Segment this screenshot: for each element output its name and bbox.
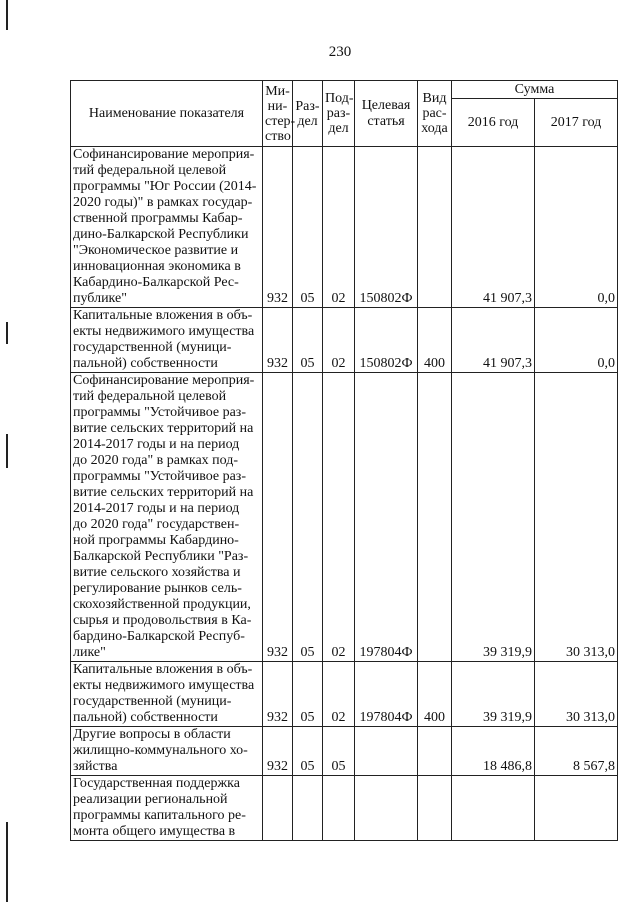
row-sum-2016: 41 907,3 <box>452 147 535 308</box>
header-year-2016: 2016 год <box>452 99 535 147</box>
row-expense: 400 <box>418 308 452 373</box>
row-name: Капитальные вложения в объ- екты недвижимого имущества государственной (муници- пальной) собственности <box>71 308 263 373</box>
scan-mark-bottom <box>6 822 8 902</box>
table-row <box>71 776 618 841</box>
scan-mark-middle <box>6 322 8 344</box>
header-ministry: Ми- ни- стер- ство <box>263 81 293 147</box>
row-article <box>355 776 418 841</box>
row-sum-2017: 0,0 <box>535 147 618 308</box>
row-sum-2016: 39 319,9 <box>452 662 535 727</box>
row-article: 197804Ф <box>355 662 418 727</box>
row-sum-2016: 39 319,9 <box>452 373 535 662</box>
row-subsection: 05 <box>323 727 355 776</box>
row-expense: 400 <box>418 662 452 727</box>
row-ministry <box>263 776 293 841</box>
row-section <box>293 776 323 841</box>
row-name: Другие вопросы в области жилищно-коммунального хо- зяйства <box>71 727 263 776</box>
row-ministry: 932 <box>263 662 293 727</box>
row-ministry: 932 <box>263 727 293 776</box>
header-target-article: Целевая статья <box>355 81 418 147</box>
row-sum-2016 <box>452 776 535 841</box>
row-article: 150802Ф <box>355 147 418 308</box>
header-section: Раз- дел <box>293 81 323 147</box>
row-ministry: 932 <box>263 147 293 308</box>
row-sum-2017 <box>535 776 618 841</box>
row-subsection: 02 <box>323 662 355 727</box>
row-sum-2017: 30 313,0 <box>535 662 618 727</box>
row-ministry: 932 <box>263 308 293 373</box>
row-section: 05 <box>293 662 323 727</box>
table-row <box>71 727 618 776</box>
row-sum-2017: 8 567,8 <box>535 727 618 776</box>
header-name: Наименование показателя <box>71 81 263 147</box>
row-section: 05 <box>293 727 323 776</box>
row-expense <box>418 776 452 841</box>
row-article <box>355 727 418 776</box>
page-number: 230 <box>328 44 352 60</box>
row-section: 05 <box>293 147 323 308</box>
table-row <box>71 662 618 727</box>
row-expense <box>418 727 452 776</box>
row-ministry: 932 <box>263 373 293 662</box>
header-subsection: Под- раз- дел <box>323 81 355 147</box>
row-sum-2017: 30 313,0 <box>535 373 618 662</box>
scan-mark-top <box>6 0 8 30</box>
row-expense <box>418 147 452 308</box>
row-name: Софинансирование мероприя- тий федеральной целевой программы "Устойчивое раз- витие сельских территорий на 2014-2017 годы и на период до 2020 года" в рамках под- программы "Устойчивое раз- витие сельских территорий на 2014-2017 годы и на период до 2020 года" государствен- ной программы Кабардино- Балкарской Республики "Раз- витие сельского хозяйства и регулирование рынков сель- скохозяйственной продукции, сырья и продовольствия в Ка- бардино-Балкарской Респуб- лике" <box>71 373 263 662</box>
row-expense <box>418 373 452 662</box>
row-name: Государственная поддержка реализации региональной программы капитального ре- монта общего имущества в <box>71 776 263 841</box>
row-article: 150802Ф <box>355 308 418 373</box>
row-article: 197804Ф <box>355 373 418 662</box>
scan-mark-lower <box>6 434 8 468</box>
row-sum-2016: 18 486,8 <box>452 727 535 776</box>
row-subsection: 02 <box>323 308 355 373</box>
header-sum: Сумма <box>452 81 618 99</box>
row-section: 05 <box>293 308 323 373</box>
row-sum-2016: 41 907,3 <box>452 308 535 373</box>
header-year-2017: 2017 год <box>535 99 618 147</box>
row-section: 05 <box>293 373 323 662</box>
table-row <box>71 308 618 373</box>
row-subsection: 02 <box>323 147 355 308</box>
row-name: Капитальные вложения в объ- екты недвижимого имущества государственной (муници- пальной) собственности <box>71 662 263 727</box>
row-name: Софинансирование мероприя- тий федеральной целевой программы "Юг России (2014- 2020 годы)" в рамках государ- ственной программы Кабар- дино-Балкарской Республики "Экономическое развитие и инновационная экономика в Кабардино-Балкарской Рес- публике" <box>71 147 263 308</box>
row-subsection: 02 <box>323 373 355 662</box>
header-expense-type: Вид рас- хода <box>418 81 452 147</box>
budget-table <box>70 80 618 841</box>
row-sum-2017: 0,0 <box>535 308 618 373</box>
row-subsection <box>323 776 355 841</box>
table-row <box>71 373 618 662</box>
table-row <box>71 147 618 308</box>
